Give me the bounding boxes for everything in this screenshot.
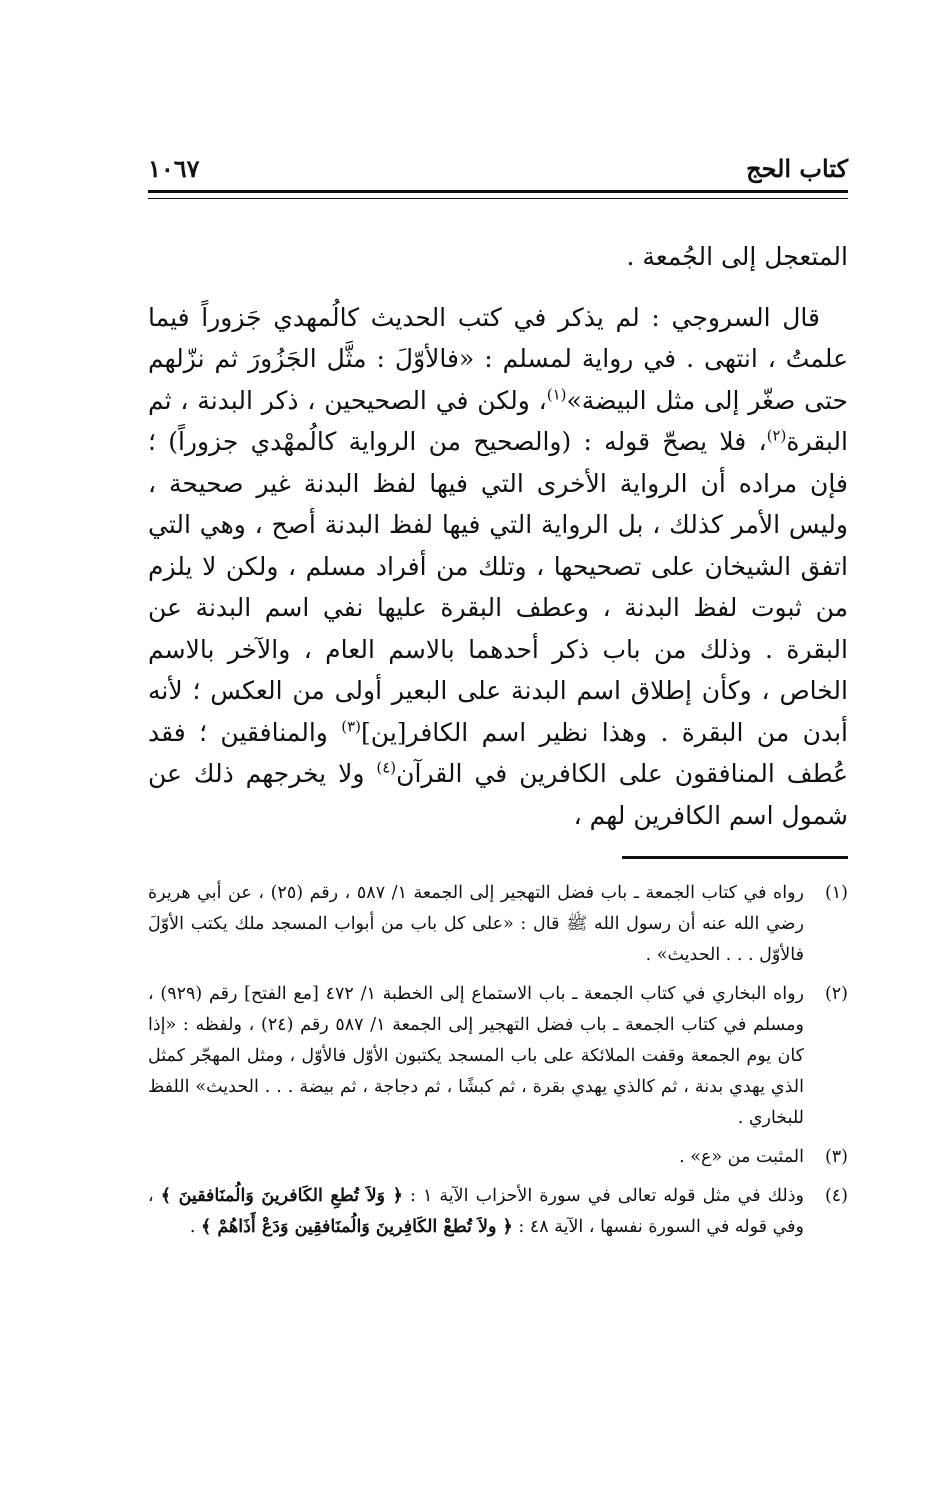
footnote-text: . bbox=[189, 1217, 201, 1237]
footnote-text: وذلك في مثل قوله تعالى في سورة الأحزاب الآية ١ : bbox=[402, 1186, 804, 1206]
footnote-ref-3[interactable]: (٣) bbox=[341, 717, 362, 736]
footnote-text: المثبت من «ع» . bbox=[679, 1147, 804, 1167]
footnote-3 bbox=[148, 1142, 848, 1173]
quran-verse: ﴿ وَلاَ تُطعِ الكَافرينَ وَالُمنَافقينَ ﴾ bbox=[160, 1186, 403, 1206]
book-title: كتاب الحج bbox=[746, 154, 848, 183]
footnote-number: (٤) bbox=[824, 1186, 848, 1206]
footnote-number: (٣) bbox=[824, 1147, 848, 1167]
footnote-number: (٢) bbox=[824, 984, 848, 1004]
footnote-ref-4[interactable]: (٤) bbox=[376, 758, 397, 777]
footnote-number: (١) bbox=[824, 883, 848, 903]
main-paragraph bbox=[148, 297, 848, 837]
quran-verse: ﴿ ولاَ تُطعْ الكَافِرينَ وَالُمنَافقِين وَدَعْ أَذَاهُمْ ﴾ bbox=[200, 1217, 513, 1237]
footnote-ref-1[interactable]: (١) bbox=[546, 385, 567, 404]
footnote-4 bbox=[148, 1181, 848, 1243]
text-segment: قال السروجي : لم يذكر في كتب الحديث كالُمهدي جَزوراً فيما علمتُ ، انتهى . في رواية لمسلم : «فالأوّلَ : مثَّل الجَزُورَ ثم نزّلهم حتى صغّر إلى مثل البيضة» bbox=[148, 302, 848, 415]
header-rule-thin bbox=[148, 198, 848, 199]
footnote-text: ، وفي قوله في السورة نفسها ، الآية ٤٨ : bbox=[148, 1186, 804, 1237]
main-text bbox=[148, 236, 848, 836]
text-segment: والمنافقين ؛ فقد عُطف المنافقون على الكافرين في القرآن bbox=[148, 717, 848, 788]
footnote-2 bbox=[148, 979, 848, 1134]
text-segment: ، ولكن في الصحيحين ، ذكر البدنة ، ثم البقرة bbox=[148, 385, 848, 456]
running-header bbox=[148, 150, 848, 190]
footnote-1 bbox=[148, 878, 848, 971]
page-number: ١٠٦٧ bbox=[148, 154, 200, 183]
footnotes bbox=[148, 878, 848, 1251]
continued-line: المتعجل إلى الجُمعة . bbox=[626, 242, 848, 271]
footnote-ref-2[interactable]: (٢) bbox=[766, 426, 787, 445]
footnote-text: رواه في كتاب الجمعة ـ باب فضل التهجير إلى الجمعة ١/ ٥٨٧ ، رقم (٢٥) ، عن أبي هريرة رضي الله عنه أن رسول الله ﷺ قال : «على كل باب من أبواب المسجد ملك يكتب الأوّلَ فالأوّل . . . الحديث» . bbox=[148, 883, 804, 965]
text-segment: ، فلا يصحّ قوله : (والصحيح من الرواية كالُمهْدي جزوراً) ؛ فإن مراده أن الرواية الأخرى التي فيها لفظ البدنة غير صحيحة ، وليس الأمر كذلك ، بل الرواية التي فيها لفظ البدنة أصح ، وهي التي اتفق الشيخان على تصحيحها ، وتلك من أفراد مسلم ، ولكن لا يلزم من ثبوت لفظ البدنة ، وعطف البقرة عليها نفي اسم البدنة عن البقرة . وذلك من باب ذكر أحدهما بالاسم العام ، والآخر بالاسم الخاص ، وكأن إطلاق اسم البدنة على البعير أولى من العكس ؛ لأنه أبدن من البقرة . وهذا نظير اسم الكافر[ين] bbox=[148, 427, 848, 747]
text-segment: ولا يخرجهم ذلك عن شمول اسم الكافرين لهم ، bbox=[148, 759, 848, 830]
footnote-text: رواه البخاري في كتاب الجمعة ـ باب الاستماع إلى الخطبة ١/ ٤٧٢ [مع الفتح] رقم (٩٢٩) ، ومسلم في كتاب الجمعة ـ باب فضل التهجير إلى الجمعة ١/ ٥٨٧ رقم (٢٤) ، ولفظه : «إذا كان يوم الجمعة وقفت الملائكة على باب المسجد يكتبون الأوّل فالأوّل ، ومثل المهجّر كمثل الذي يهدي بدنة ، ثم كالذي يهدي بقرة ، ثم كبشًا ، ثم دجاجة ، ثم بيضة . . . الحديث» اللفظ للبخاري . bbox=[148, 984, 804, 1128]
header-rule-thick bbox=[148, 190, 848, 193]
footnote-separator bbox=[622, 856, 848, 859]
